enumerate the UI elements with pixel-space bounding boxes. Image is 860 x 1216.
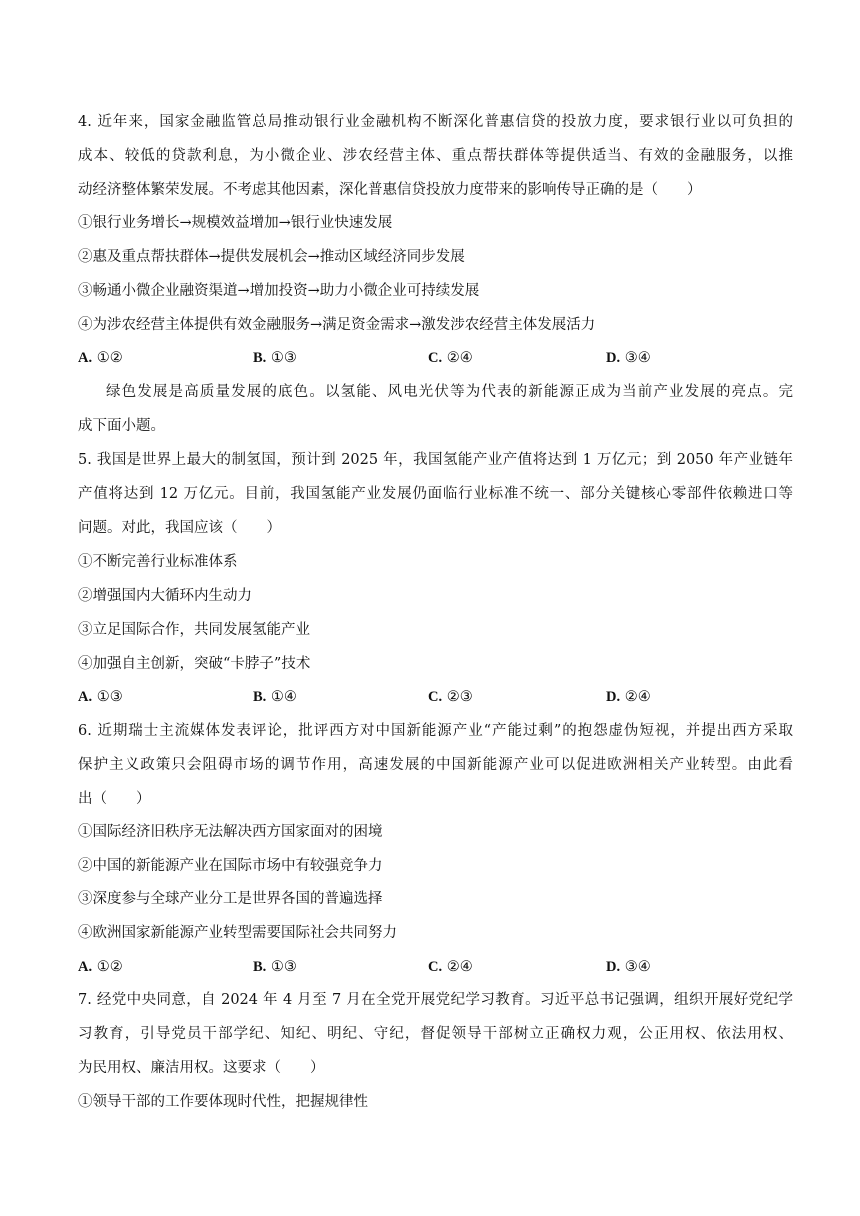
- q6-option-c[interactable]: C. ②④: [428, 959, 473, 975]
- q5-item-2: ②增强国内大循环内生动力: [78, 588, 252, 604]
- q6-options: [78, 957, 793, 977]
- q5-stem-line-2: 产值将达到 12 万亿元。目前，我国氢能产业发展仍面临行业标准不统一、部分关键核心零部件依赖进口等: [78, 486, 793, 502]
- q6-stem-line-1: 6. 近期瑞士主流媒体发表评论，批评西方对中国新能源产业“产能过剩”的抱怨虚伪短视，并提出西方采取: [78, 723, 793, 739]
- q6-item-3: ③深度参与全球产业分工是世界各国的普遍选择: [78, 891, 383, 907]
- q6-item-1: ①国际经济旧秩序无法解决西方国家面对的困境: [78, 824, 383, 840]
- q4-option-d[interactable]: D. ③④: [606, 350, 651, 366]
- q4-options: [78, 348, 793, 368]
- q7-stem-line-2: 习教育，引导党员干部学纪、知纪、明纪、守纪，督促领导干部树立正确权力观，公正用权、依法用权、: [78, 1026, 793, 1042]
- q4-option-b[interactable]: B. ①③: [253, 350, 297, 366]
- q4-option-a[interactable]: A. ①②: [78, 350, 123, 366]
- q4-item-4: ④为涉农经营主体提供有效金融服务→满足资金需求→激发涉农经营主体发展活力: [78, 317, 596, 333]
- q7-stem-line-3: 为民用权、廉洁用权。这要求（ ）: [78, 1060, 325, 1076]
- q5-stem-line-1: 5. 我国是世界上最大的制氢国，预计到 2025 年，我国氢能产业产值将达到 1 万亿元；到 2050 年产业链年: [78, 452, 793, 468]
- q6-option-d[interactable]: D. ③④: [606, 959, 651, 975]
- q6-item-4: ④欧洲国家新能源产业转型需要国际社会共同努力: [78, 925, 397, 941]
- q4-item-1: ①银行业务增长→规模效益增加→银行业快速发展: [78, 215, 393, 231]
- q4-stem-line-1: 4. 近年来，国家金融监管总局推动银行业金融机构不断深化普惠信贷的投放力度，要求银行业以可负担的: [78, 114, 793, 130]
- q5-option-d[interactable]: D. ②④: [606, 689, 651, 705]
- q5-item-3: ③立足国际合作，共同发展氢能产业: [78, 622, 310, 638]
- q5-options: [78, 687, 793, 707]
- q6-stem-line-2: 保护主义政策只会阻碍市场的调节作用，高速发展的中国新能源产业可以促进欧洲相关产业转型。由此看: [78, 757, 793, 773]
- q5-stem-line-3: 问题。对此，我国应该（ ）: [78, 520, 281, 536]
- q5-item-1: ①不断完善行业标准体系: [78, 554, 238, 570]
- q4-item-2: ②惠及重点帮扶群体→提供发展机会→推动区域经济同步发展: [78, 249, 465, 265]
- q5-option-a[interactable]: A. ①③: [78, 689, 123, 705]
- q6-option-b[interactable]: B. ①③: [253, 959, 297, 975]
- q4-stem-line-2: 成本、较低的贷款利息，为小微企业、涉农经营主体、重点帮扶群体等提供适当、有效的金融服务，以推: [78, 148, 793, 164]
- q4-item-3: ③畅通小微企业融资渠道→增加投资→助力小微企业可持续发展: [78, 283, 480, 299]
- q4-option-c[interactable]: C. ②④: [428, 350, 473, 366]
- material-line-1: 绿色发展是高质量发展的底色。以氢能、风电光伏等为代表的新能源正成为当前产业发展的亮点。完: [106, 384, 793, 400]
- q7-stem-line-1: 7. 经党中央同意，自 2024 年 4 月至 7 月在全党开展党纪学习教育。习近平总书记强调，组织开展好党纪学: [78, 992, 793, 1008]
- q6-option-a[interactable]: A. ①②: [78, 959, 123, 975]
- material-line-2: 成下面小题。: [78, 418, 165, 434]
- q5-option-c[interactable]: C. ②③: [428, 689, 473, 705]
- q5-item-4: ④加强自主创新，突破“卡脖子”技术: [78, 656, 311, 672]
- q6-item-2: ②中国的新能源产业在国际市场中有较强竞争力: [78, 858, 383, 874]
- q4-stem-line-3: 动经济整体繁荣发展。不考虑其他因素，深化普惠信贷投放力度带来的影响传导正确的是（ ）: [78, 182, 702, 198]
- q5-option-b[interactable]: B. ①④: [253, 689, 297, 705]
- q7-item-1: ①领导干部的工作要体现时代性，把握规律性: [78, 1094, 368, 1110]
- q6-stem-line-3: 出（ ）: [78, 791, 151, 807]
